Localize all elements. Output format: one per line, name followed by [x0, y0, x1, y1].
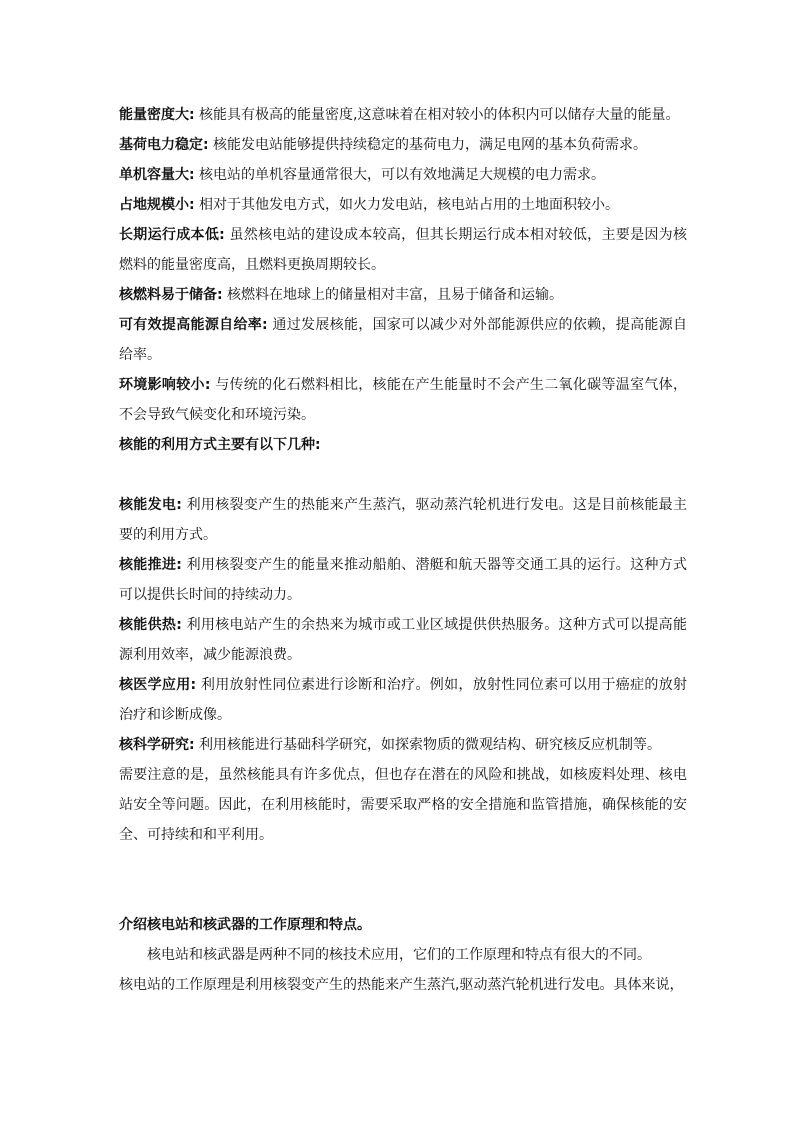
advantage-text: 通过发展核能，国家可以减少对外部能源供应的依赖，提高能源自给率。 [119, 317, 687, 363]
advantage-paragraph-baseload [119, 130, 687, 160]
use-paragraph-research [119, 730, 687, 760]
use-term: 核医学应用: [119, 677, 197, 693]
use-term: 核能推进: [119, 557, 182, 573]
use-text: 利用核电站产生的余热来为城市或工业区域提供供热服务。这种方式可以提高能源利用效率，减少能源浪费。 [119, 617, 687, 663]
advantage-term: 占地规模小: [119, 197, 195, 213]
blank-lines [119, 850, 687, 910]
advantage-text: 与传统的化石燃料相比，核能在产生能量时不会产生二氧化碳等温室气体，不会导致气候变化和环境污染。 [119, 377, 687, 423]
advantage-term: 可有效提高能源自给率: [119, 317, 268, 333]
advantage-paragraph-land-use [119, 190, 687, 220]
advantage-paragraph-unit-capacity [119, 160, 687, 190]
advantage-text: 相对于其他发电方式，如火力发电站，核电站占用的土地面积较小。 [194, 197, 620, 213]
section-heading: 介绍核电站和核武器的工作原理和特点。 [119, 917, 371, 933]
advantage-term: 基荷电力稳定: [119, 137, 209, 153]
blank-line [119, 460, 687, 490]
use-paragraph-heating [119, 610, 687, 670]
advantage-term: 能量密度大: [119, 107, 195, 123]
advantage-paragraph-energy-density [119, 100, 687, 130]
use-text: 利用放射性同位素进行诊断和治疗。例如，放射性同位素可以用于癌症的放射治疗和诊断成像。 [119, 677, 687, 723]
use-paragraph-medicine [119, 670, 687, 730]
use-term: 核能发电: [119, 497, 182, 513]
use-paragraph-propulsion [119, 550, 687, 610]
advantage-term: 核燃料易于储备: [119, 287, 223, 303]
section-intro-paragraph: 核电站和核武器是两种不同的核技术应用，它们的工作原理和特点有很大的不同。 [147, 947, 651, 963]
advantage-text: 核能具有极高的能量密度,这意味着在相对较小的体积内可以储存大量的能量。 [194, 107, 680, 123]
use-term: 核科学研究: [119, 737, 195, 753]
advantage-text: 核能发电站能够提供持续稳定的基荷电力，满足电网的基本负荷需求。 [208, 137, 648, 153]
advantage-paragraph-running-cost [119, 220, 687, 280]
advantage-text: 核燃料在地球上的储量相对丰富，且易于储备和运输。 [222, 287, 564, 303]
use-text: 利用核能进行基础科学研究，如探索物质的微观结构、研究核反应机制等。 [194, 737, 662, 753]
advantage-paragraph-self-sufficiency [119, 310, 687, 370]
advantage-paragraph-environment [119, 370, 687, 430]
use-text: 利用核裂变产生的热能来产生蒸汽，驱动蒸汽轮机进行发电。这是目前核能最主要的利用方式。 [119, 497, 687, 543]
advantage-term: 单机容量大: [119, 167, 195, 183]
document-body [119, 100, 687, 1000]
uses-heading: 核能的利用方式主要有以下几种: [119, 437, 321, 453]
note-paragraph: 需要注意的是，虽然核能具有许多优点，但也存在潜在的风险和挑战，如核废料处理、核电站安全等问题。因此，在利用核能时，需要采取严格的安全措施和监管措施，确保核能的安全、可持续和和平利用。 [119, 767, 687, 843]
advantage-text: 核电站的单机容量通常很大，可以有效地满足大规模的电力需求。 [194, 167, 606, 183]
use-text: 利用核裂变产生的能量来推动船舶、潜艇和航天器等交通工具的运行。这种方式可以提供长时间的持续动力。 [119, 557, 687, 603]
section-body-paragraph: 核电站的工作原理是利用核裂变产生的热能来产生蒸汽,驱动蒸汽轮机进行发电。具体来说， [119, 977, 684, 993]
advantage-text: 虽然核电站的建设成本较高，但其长期运行成本相对较低，主要是因为核燃料的能量密度高，且燃料更换周期较长。 [119, 227, 687, 273]
use-term: 核能供热: [119, 617, 182, 633]
advantage-term: 环境影响较小: [119, 377, 211, 393]
advantage-paragraph-fuel-reserve [119, 280, 687, 310]
advantage-term: 长期运行成本低: [119, 227, 225, 243]
use-paragraph-power-generation [119, 490, 687, 550]
